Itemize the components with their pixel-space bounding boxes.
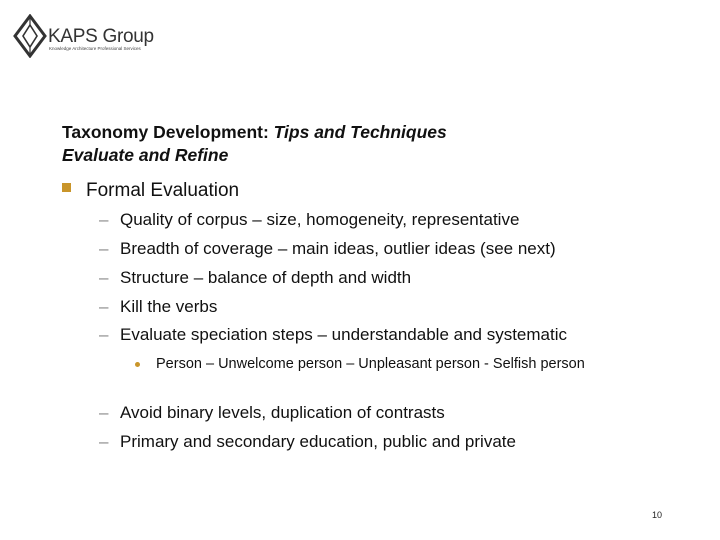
bullet-label: Formal Evaluation xyxy=(86,180,240,201)
kaps-logo xyxy=(12,14,162,60)
round-bullet-icon xyxy=(135,362,140,367)
list-item-text: Avoid binary levels, duplication of contrasts xyxy=(120,403,445,422)
dash-bullet-icon: – xyxy=(99,325,109,344)
title-main: Taxonomy Development: xyxy=(62,122,274,142)
list-item-text: Quality of corpus – size, homogeneity, representative xyxy=(120,210,520,229)
dash-bullet-icon: – xyxy=(99,239,109,258)
list-item-text: Breadth of coverage – main ideas, outlier ideas (see next) xyxy=(120,239,556,258)
square-bullet-icon xyxy=(62,183,71,192)
nested-list-item-text: Person – Unwelcome person – Unpleasant person - Selfish person xyxy=(156,356,585,372)
logo-tagline: Knowledge Architecture Professional Services xyxy=(49,46,141,51)
list-item-text: Evaluate speciation steps – understandable and systematic xyxy=(120,325,567,344)
list-item-text: Primary and secondary education, public and private xyxy=(120,432,516,451)
dash-bullet-icon: – xyxy=(99,432,109,451)
dash-bullet-icon: – xyxy=(99,297,109,316)
dash-bullet-icon: – xyxy=(99,403,109,422)
page-number: 10 xyxy=(652,510,663,520)
logo-wordmark: KAPS Group xyxy=(48,26,154,47)
list-item-text: Kill the verbs xyxy=(120,297,218,316)
title-italic: Tips and Techniques xyxy=(273,122,447,142)
slide-title xyxy=(62,121,447,167)
list-item-text: Structure – balance of depth and width xyxy=(120,268,412,287)
dash-bullet-icon: – xyxy=(99,268,109,287)
kaps-diamond-logo-icon xyxy=(12,14,48,58)
title-subtitle: Evaluate and Refine xyxy=(62,145,229,165)
dash-bullet-icon: – xyxy=(99,210,109,229)
